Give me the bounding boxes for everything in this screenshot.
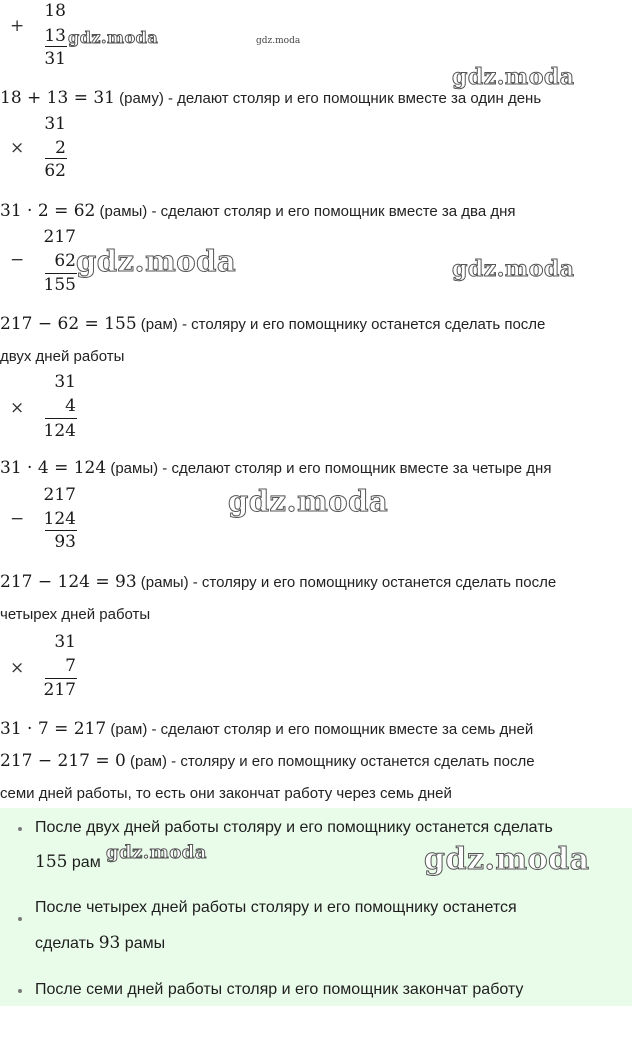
difference-rule bbox=[45, 530, 77, 531]
bullet-dot bbox=[18, 989, 22, 993]
equation: 31 · 4 = 124 bbox=[0, 458, 107, 478]
answer-text: сделать bbox=[35, 935, 99, 952]
operand-bottom: 124 bbox=[43, 509, 76, 529]
result: 217 bbox=[43, 680, 76, 700]
operand-top: 31 bbox=[44, 114, 66, 134]
answer-unit: рам bbox=[67, 854, 101, 871]
watermark: gdz.moda bbox=[452, 64, 575, 90]
statement-text: семи дней работы, то есть они закончат работу через семь дней bbox=[0, 785, 452, 802]
statement-text: (рам) - столяру и его помощнику останется сделать после bbox=[125, 753, 535, 770]
minus-sign: − bbox=[10, 250, 25, 270]
statement-text: (раму) - делают столяр и его помощник вместе за один день bbox=[115, 90, 542, 107]
result: 155 bbox=[43, 275, 76, 295]
answer-item-1 bbox=[35, 818, 553, 838]
difference-rule bbox=[45, 273, 77, 274]
operand-top: 31 bbox=[54, 632, 76, 652]
statement-text: (рамы) - сделают столяр и его помощник вместе за два дня bbox=[95, 203, 516, 220]
answer-number: 93 bbox=[98, 933, 121, 953]
watermark: gdz.moda bbox=[106, 842, 207, 863]
result: 93 bbox=[54, 532, 76, 552]
result: 31 bbox=[44, 49, 66, 69]
operand-top: 217 bbox=[43, 485, 76, 505]
product-rule bbox=[45, 418, 77, 419]
result: 62 bbox=[44, 161, 66, 181]
statement-line-3 bbox=[0, 314, 545, 335]
answer-text: После семи дней работы столяр и его помощник закончат работу bbox=[35, 981, 524, 998]
operand-bottom: 2 bbox=[55, 138, 66, 158]
answer-item-2-continued bbox=[35, 933, 165, 954]
watermark: gdz.moda bbox=[76, 244, 237, 278]
equation: 18 + 13 = 31 bbox=[0, 88, 115, 108]
answer-item-2 bbox=[35, 898, 517, 918]
equation: 217 − 62 = 155 bbox=[0, 314, 137, 334]
equation: 31 · 2 = 62 bbox=[0, 201, 96, 221]
minus-sign: − bbox=[10, 509, 25, 529]
statement-text: (рам) - столяру и его помощнику останется сделать после bbox=[136, 316, 546, 333]
result: 124 bbox=[43, 421, 76, 441]
statement-line-5 bbox=[0, 572, 556, 593]
operand-bottom: 62 bbox=[54, 251, 76, 271]
statement-text: двух дней работы bbox=[0, 348, 125, 365]
statement-text: четырех дней работы bbox=[0, 606, 151, 623]
statement-line-6 bbox=[0, 719, 533, 740]
bullet-dot bbox=[18, 827, 22, 831]
bullet-dot bbox=[18, 917, 22, 921]
operand-bottom: 4 bbox=[65, 396, 76, 416]
operand-bottom: 7 bbox=[65, 656, 76, 676]
statement-line-5-continued bbox=[0, 605, 150, 625]
statement-line-2 bbox=[0, 201, 516, 222]
watermark: gdz.moda bbox=[424, 842, 590, 877]
product-rule bbox=[45, 158, 67, 159]
watermark: gdz.moda bbox=[228, 484, 389, 518]
times-sign: × bbox=[10, 138, 25, 158]
operand-top: 31 bbox=[54, 372, 76, 392]
equation: 31 · 7 = 217 bbox=[0, 719, 107, 739]
operand-top: 18 bbox=[44, 1, 66, 21]
operand-top: 217 bbox=[43, 227, 76, 247]
answer-item-3 bbox=[35, 980, 523, 1000]
statement-text: (рам) - сделают столяр и его помощник вместе за семь дней bbox=[106, 721, 534, 738]
watermark: gdz.moda bbox=[452, 256, 575, 282]
answer-number: 155 bbox=[35, 852, 68, 872]
statement-text: (рамы) - сделают столяр и его помощник вместе за четыре дня bbox=[106, 460, 552, 477]
answer-text: После четырех дней работы столяру и его помощнику останется bbox=[35, 899, 517, 916]
plus-sign: + bbox=[10, 16, 25, 36]
watermark: gdz.moda bbox=[68, 28, 159, 47]
answer-unit: рамы bbox=[120, 935, 166, 952]
times-sign: × bbox=[10, 398, 25, 418]
equation: 217 − 217 = 0 bbox=[0, 751, 126, 771]
statement-line-4 bbox=[0, 458, 551, 479]
statement-line-1 bbox=[0, 88, 541, 109]
answer-text: После двух дней работы столяру и его помощнику останется сделать bbox=[35, 819, 553, 836]
answer-item-1-continued bbox=[35, 852, 101, 873]
product-rule bbox=[45, 678, 77, 679]
statement-line-7-continued bbox=[0, 784, 452, 804]
operand-bottom: 13 bbox=[44, 26, 66, 46]
watermark-small: gdz.moda bbox=[256, 36, 301, 46]
times-sign: × bbox=[10, 658, 25, 678]
equation: 217 − 124 = 93 bbox=[0, 572, 137, 592]
statement-line-7 bbox=[0, 751, 535, 772]
statement-text: (рамы) - столяру и его помощнику останется сделать после bbox=[136, 574, 557, 591]
statement-line-3-continued bbox=[0, 347, 124, 367]
sum-rule bbox=[45, 46, 67, 47]
